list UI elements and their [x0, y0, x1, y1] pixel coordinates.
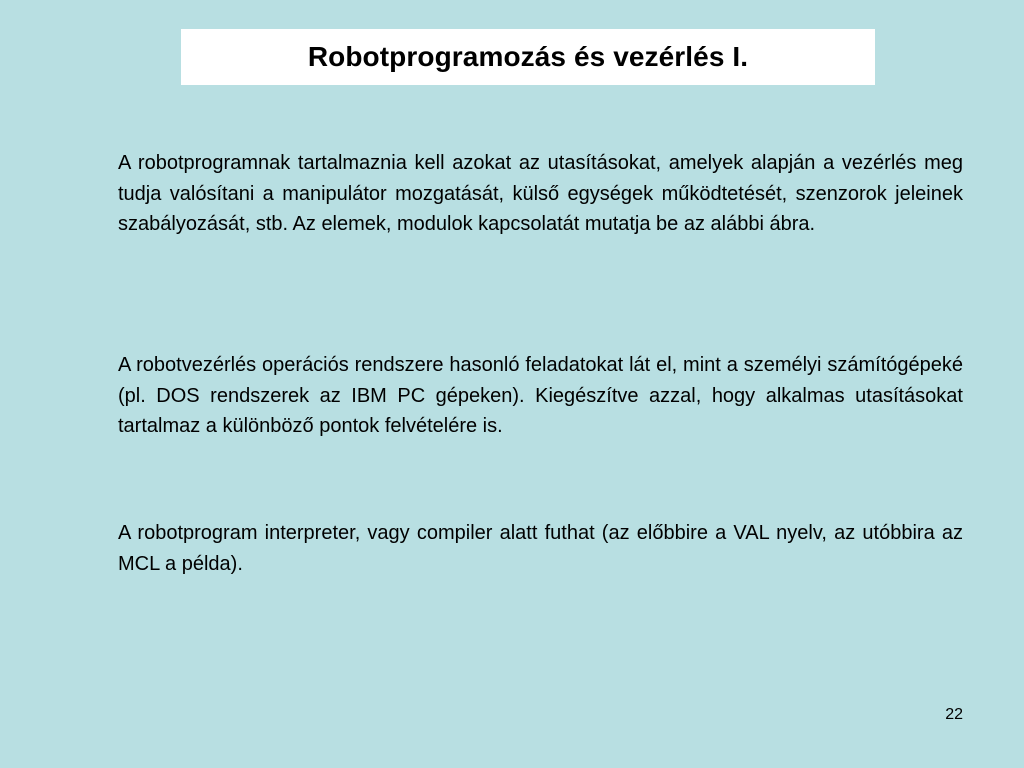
slide-title: Robotprogramozás és vezérlés I. — [307, 41, 749, 72]
page-number: 22 — [945, 706, 963, 723]
paragraph-robot-program: A robotprogramnak tartalmaznia kell azokat az utasításokat, amelyek alapján a vezérlés meg tudja valósítani a manipulátor mozgatását, külső egységek működtetését, szenzorok jeleinek szabályozását, stb. Az elemek, modulok kapcsolatát mutatja be az alábbi ábra. — [118, 152, 963, 235]
title-box — [181, 29, 875, 85]
paragraph-operating-system: A robotvezérlés operációs rendszere hasonló feladatokat lát el, mint a személyi számítógépeké (pl. DOS rendszerek az IBM PC gépeken). Kiegészítve azzal, hogy alkalmas utasításokat tartalmaz a különböző pontok felvételére is. — [118, 354, 963, 437]
paragraph-interpreter-compiler: A robotprogram interpreter, vagy compiler alatt futhat (az előbbire a VAL nyelv, az utóbbira az MCL a példa). — [118, 522, 963, 575]
